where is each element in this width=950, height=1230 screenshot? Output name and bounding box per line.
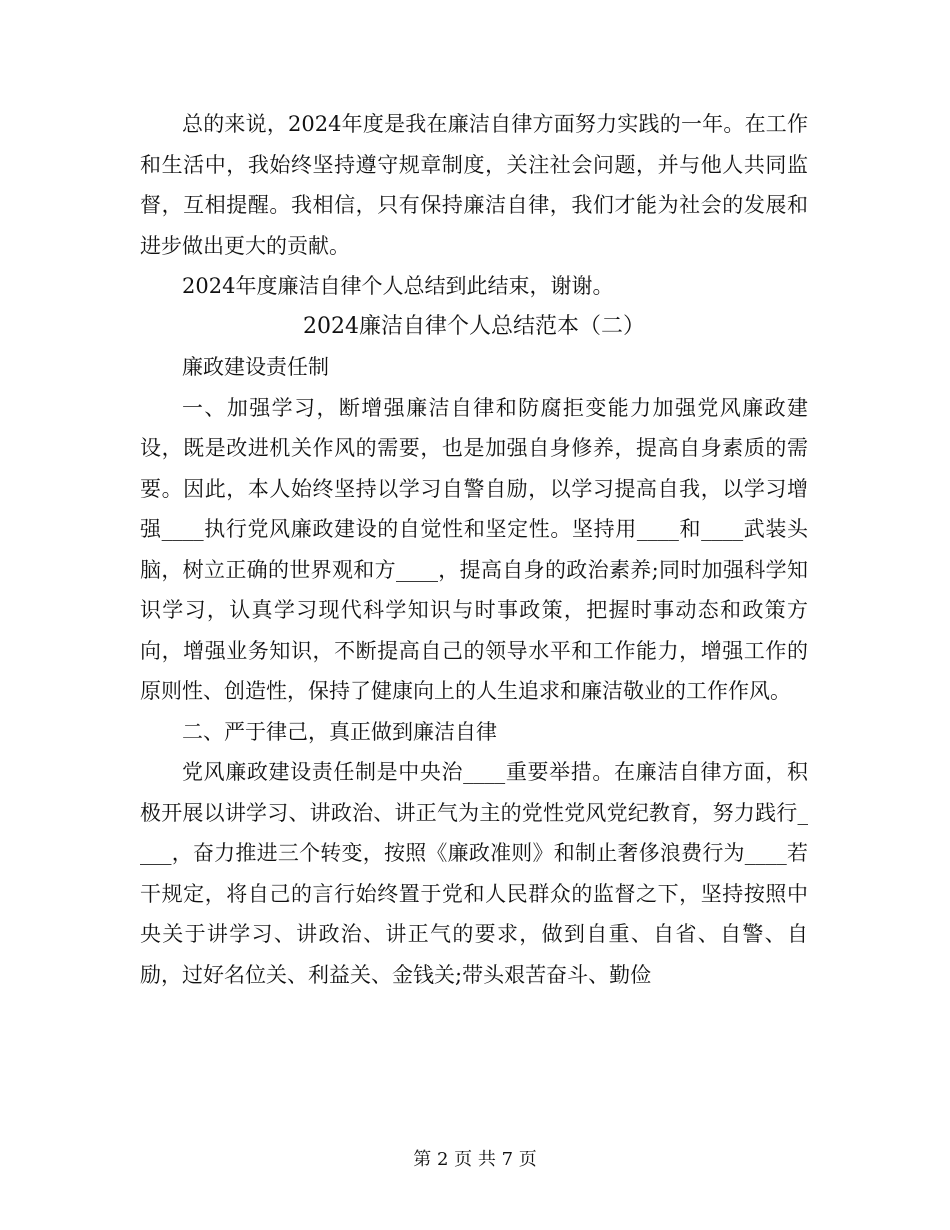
paragraph-summary: 总的来说，2024年度是我在廉洁自律方面努力实践的一年。在工作和生活中，我始终坚持遵守规章制度，关注社会问题，并与他人共同监督，互相提醒。我相信，只有保持廉洁自律，我们才能为社会的发展和进步做出更大的贡献。 [140,112,808,258]
paragraph-section-two: 党风廉政建设责任制是中央治____重要举措。在廉洁自律方面，积极开展以讲学习、讲政治、讲正气为主的党性党风党纪教育，努力践行____，奋力推进三个转变，按照《廉政准则》和制止奢侈浪费行为____若干规定，将自己的言行始终置于党和人民群众的监督之下，坚持按照中央关于讲学习、讲政治、讲正气的要求，做到自重、自省、自警、自励，过好名位关、利益关、金钱关;带头艰苦奋斗、勤俭 [140,760,808,987]
paragraph-section-one: 一、加强学习，断增强廉洁自律和防腐拒变能力加强党风廉政建设，既是改进机关作风的需要，也是加强自身修养，提高自身素质的需要。因此，本人始终坚持以学习自警自励，以学习提高自我，以学习增强____执行党风廉政建设的自觉性和坚定性。坚持用____和____武装头脑，树立正确的世界观和方____，提高自身的政治素养;同时加强科学知识学习，认真学习现代科学知识与时事政策，把握时事动态和政策方向，增强业务知识，不断提高自己的领导水平和工作能力，增强工作的原则性、创造性，保持了健康向上的人生追求和廉洁敬业的工作作风。 [140,395,808,703]
paragraph-closing: 2024年度廉洁自律个人总结到此结束，谢谢。 [182,274,614,298]
paragraph-section-two-title: 二、严于律己，真正做到廉洁自律 [182,719,497,744]
section-heading: 2024廉洁自律个人总结范本（二） [303,313,645,339]
paragraph-subtitle: 廉政建设责任制 [182,355,329,379]
page-number-footer: 第 2 页 共 7 页 [413,1149,537,1170]
document-body [140,104,808,995]
